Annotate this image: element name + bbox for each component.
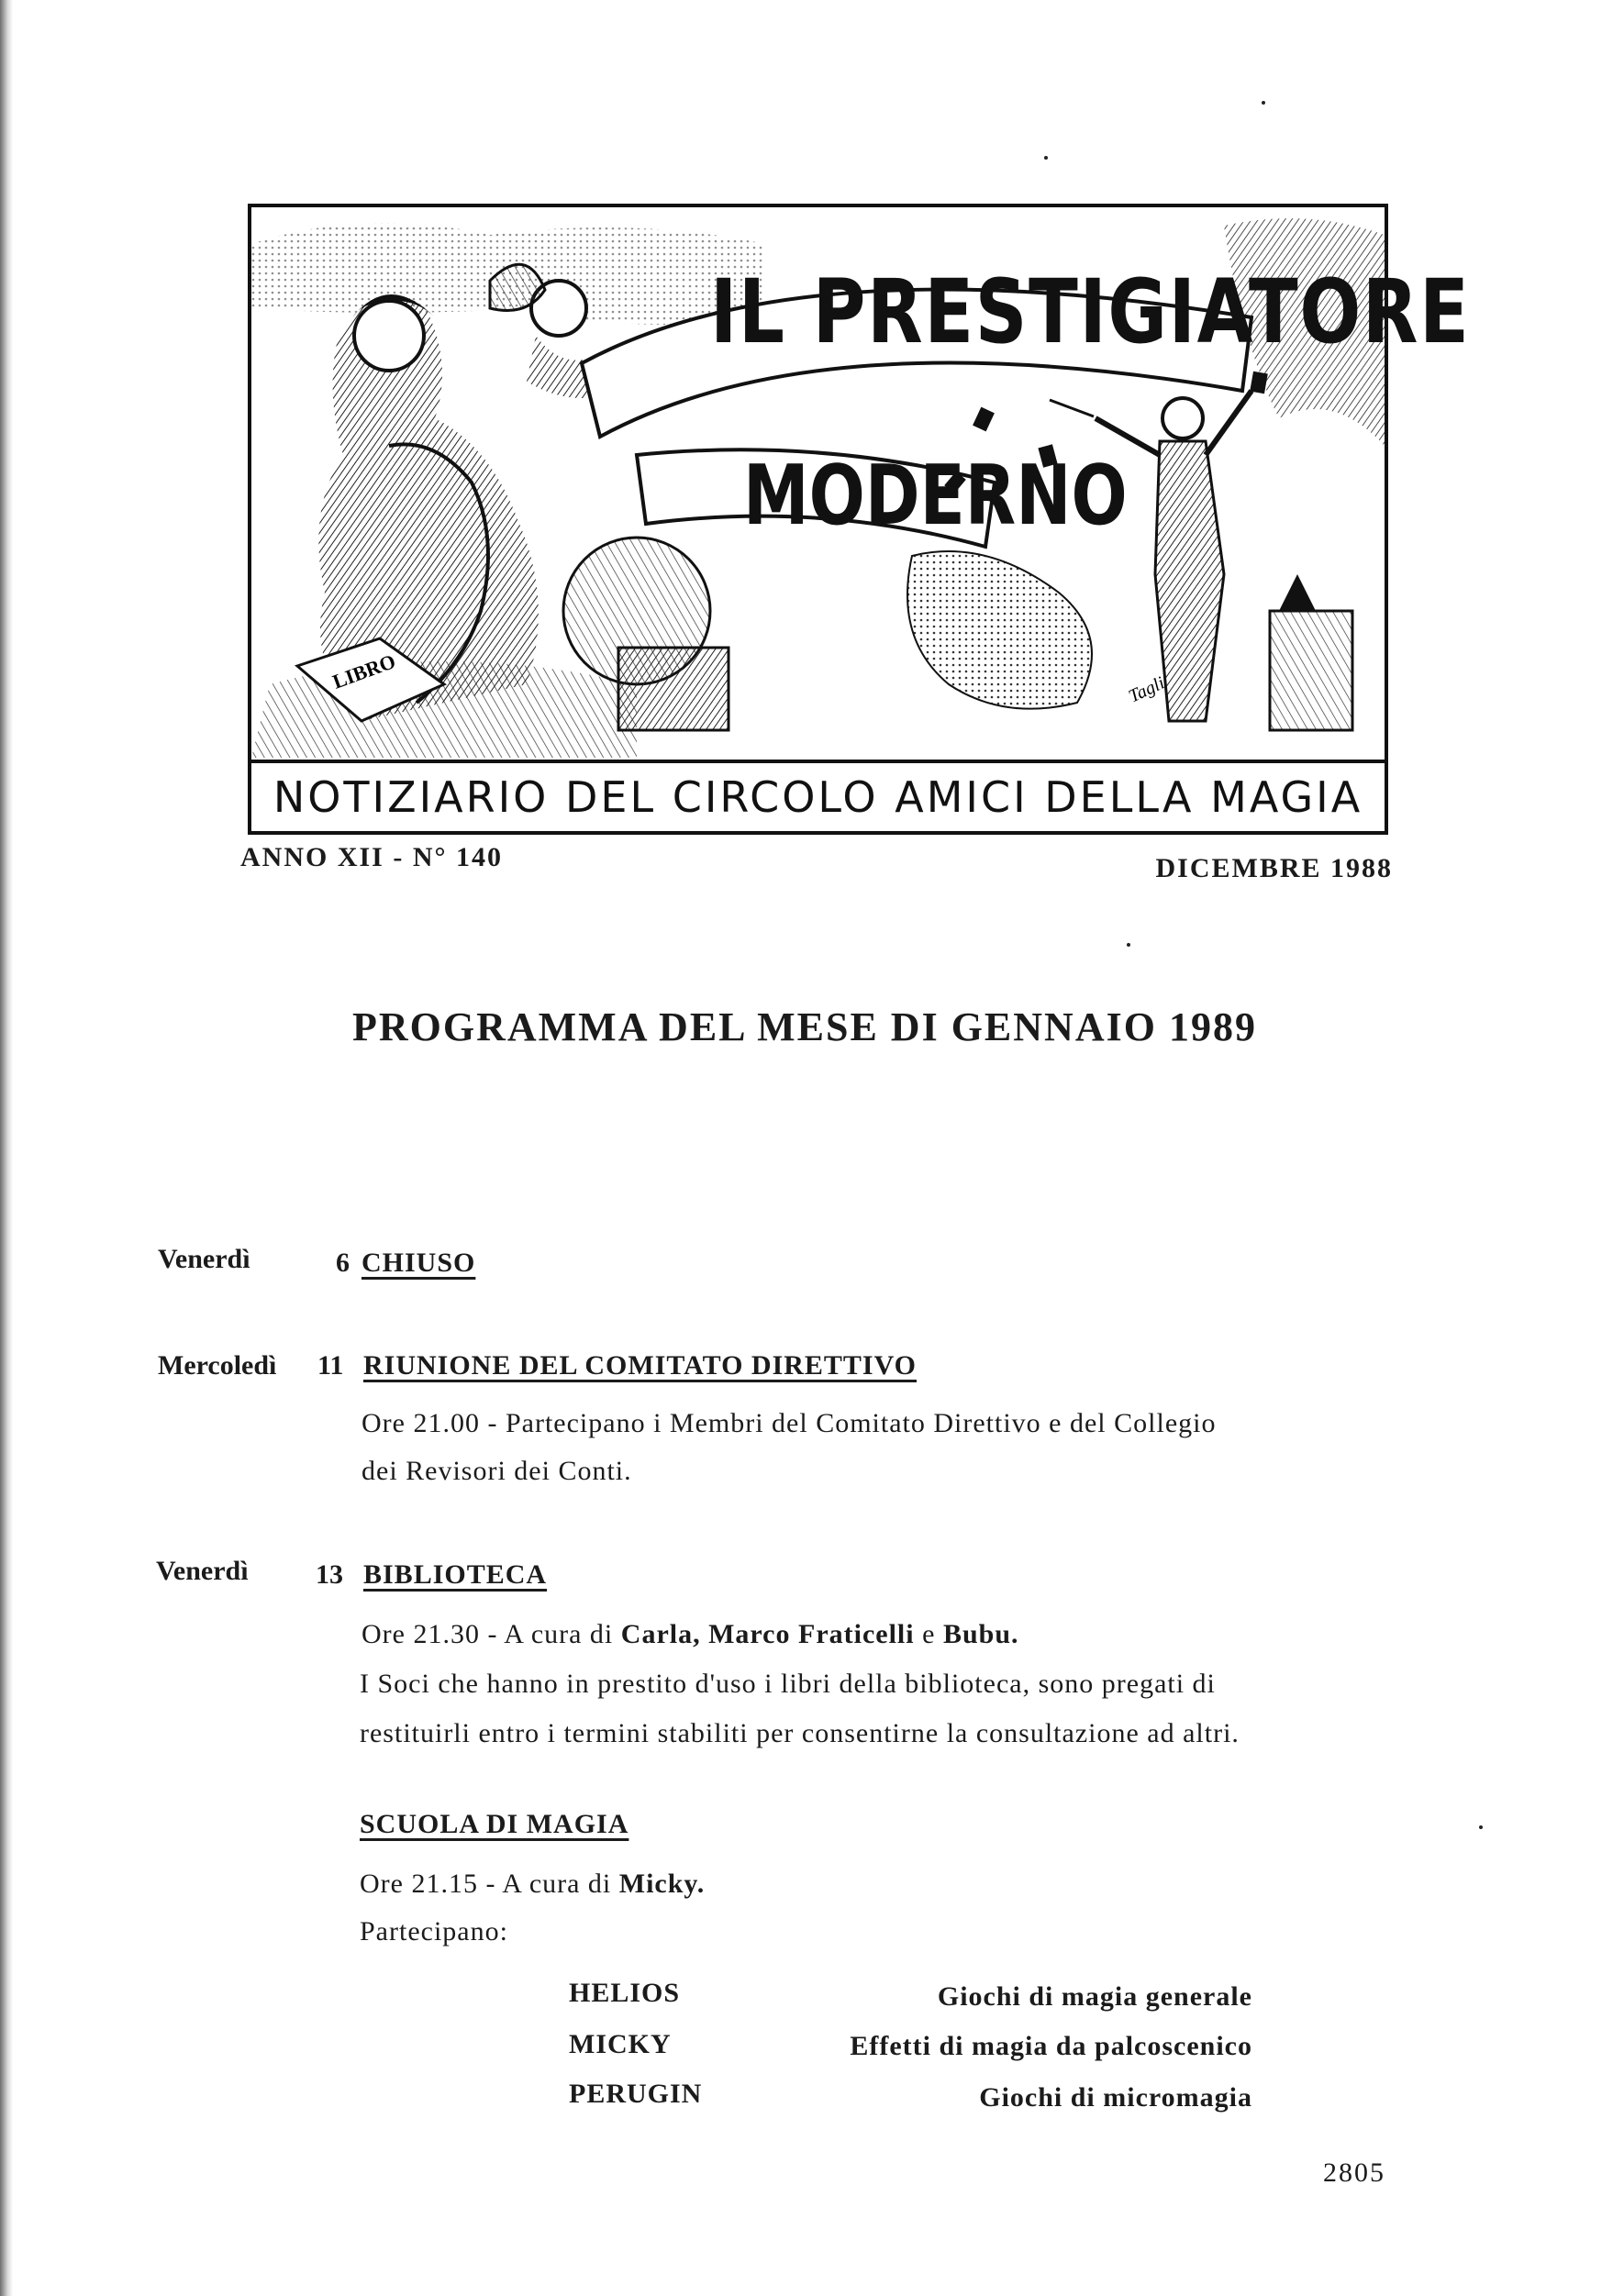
scan-speck — [1262, 101, 1265, 105]
event-date: 13 — [316, 1559, 343, 1590]
masthead-strip: NOTIZIARIO DEL CIRCOLO AMICI DELLA MAGIA — [251, 760, 1385, 831]
event-day: Mercoledì — [158, 1350, 277, 1381]
scan-speck — [1479, 1825, 1483, 1829]
event-detail: Ore 21.00 - Partecipano i Membri del Comitato Direttivo e del Collegio — [362, 1408, 1217, 1438]
scan-edge — [0, 0, 13, 2296]
book-label: LIBRO — [329, 649, 399, 693]
event-date: 11 — [317, 1350, 344, 1381]
page-number: 2805 — [1323, 2157, 1385, 2188]
scan-speck — [1127, 943, 1130, 947]
event-day: Venerdì — [156, 1556, 249, 1586]
event-title: BIBLIOTECA — [363, 1559, 548, 1590]
performer-name: HELIOS — [569, 1978, 681, 2008]
event-detail: Ore 21.30 - A cura di Carla, Marco Fraticelli e Bubu. — [362, 1619, 1019, 1649]
scan-speck — [1044, 156, 1048, 160]
performer-act: Giochi di magia generale — [937, 1981, 1252, 2012]
event-title: CHIUSO — [362, 1248, 476, 1278]
performer-name: MICKY — [569, 2029, 672, 2059]
masthead-title: IL PRESTIGIATORE — [710, 261, 1471, 363]
issue-date: DICEMBRE 1988 — [1155, 853, 1393, 883]
issue-number: ANNO XII - N° 140 — [240, 842, 503, 872]
participants-label: Partecipano: — [360, 1916, 508, 1947]
event-detail: restituirli entro i termini stabiliti per consentirne la consultazione ad altri. — [360, 1718, 1240, 1748]
event-title: RIUNIONE DEL COMITATO DIRETTIVO — [363, 1350, 918, 1381]
performer-act: Effetti di magia da palcoscenico — [850, 2031, 1252, 2061]
masthead-subtitle: MODERNO — [743, 448, 1128, 544]
school-detail: Ore 21.15 - A cura di Micky. — [360, 1869, 706, 1899]
event-detail: dei Revisori dei Conti. — [362, 1456, 632, 1486]
school-title: SCUOLA DI MAGIA — [360, 1809, 629, 1839]
artist-signature: Tagli — [1125, 672, 1168, 707]
performer-name: PERUGIN — [569, 2079, 703, 2109]
event-detail: I Soci che hanno in prestito d'uso i libri della biblioteca, sono pregati di — [360, 1669, 1216, 1699]
event-date: 6 — [336, 1248, 350, 1278]
masthead — [248, 204, 1471, 835]
programme-title: PROGRAMMA DEL MESE DI GENNAIO 1989 — [352, 1004, 1257, 1049]
event-day: Venerdì — [158, 1244, 250, 1274]
performer-act: Giochi di micromagia — [979, 2082, 1252, 2113]
